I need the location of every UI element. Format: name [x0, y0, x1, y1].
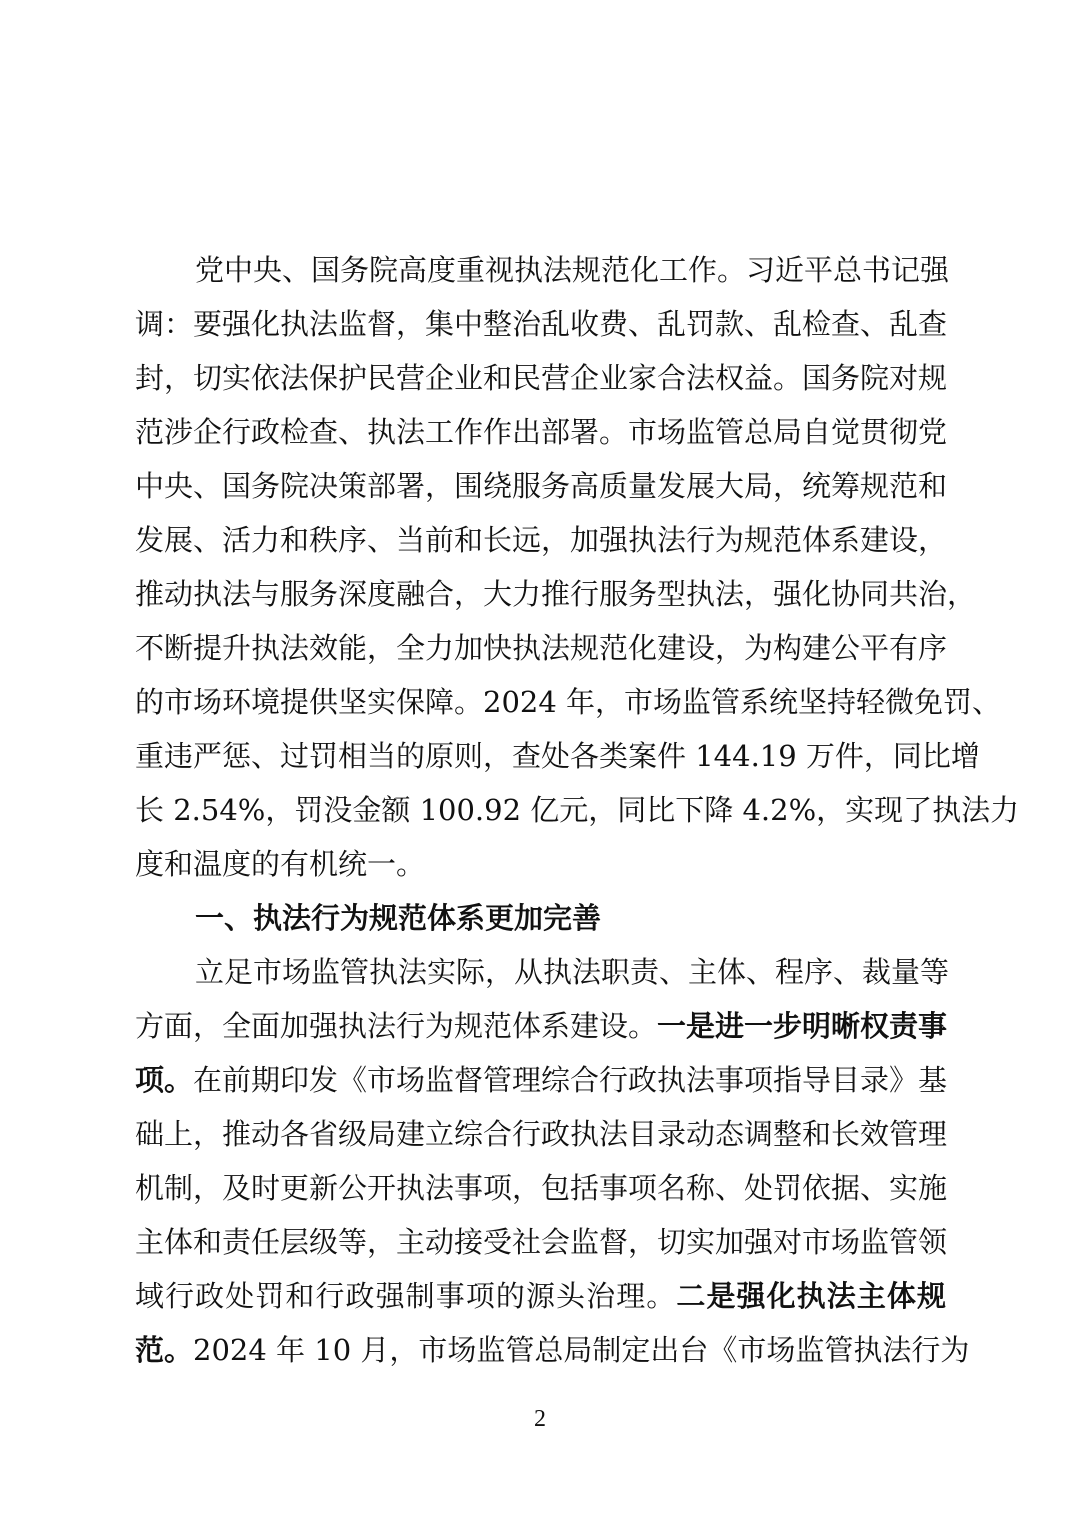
text-line [135, 297, 946, 351]
text-run: 2024 年 10 月，市场监管总局制定出台《市场监管执法行为 [193, 1333, 970, 1367]
text-run: 主体和责任层级等，主动接受社会监督，切实加强对市场监管领 [135, 1225, 948, 1259]
text-run: 础上，推动各省级局建立综合行政执法目录动态调整和长效管理 [135, 1117, 948, 1151]
bold-lead-text: 项。 [135, 1063, 194, 1097]
text-line [135, 729, 980, 783]
text-run: 发展、活力和秩序、当前和长远，加强执法行为规范体系建设， [135, 523, 948, 557]
text-run: 度和温度的有机统一。 [135, 847, 426, 881]
text-run: 立足市场监管执法实际，从执法职责、主体、程序、裁量等 [195, 955, 950, 989]
text-run: 范涉企行政检查、执法工作作出部署。市场监管总局自觉贯彻党 [135, 415, 948, 449]
section-heading [135, 891, 946, 945]
bold-lead-text: 范。 [135, 1333, 194, 1367]
text-run: 党中央、国务院高度重视执法规范化工作。习近平总书记强 [195, 253, 950, 287]
text-line [135, 405, 946, 459]
text-run: 调：要强化执法监督，集中整治乱收费、乱罚款、乱检查、乱查 [135, 307, 948, 341]
text-run: 机制，及时更新公开执法事项，包括事项名称、处罚依据、实施 [135, 1171, 948, 1205]
bold-lead-text: 一是进一步明晰权责事 [657, 1009, 948, 1043]
text-run: 长 2.54%，罚没金额 100.92 亿元，同比下降 4.2%，实现了执法力 [135, 793, 1020, 827]
text-line [135, 1215, 946, 1269]
document-body [135, 243, 1020, 1377]
text-line [135, 783, 1020, 837]
text-line [135, 243, 950, 297]
text-run: 方面，全面加强执法行为规范体系建设。 [135, 1009, 658, 1043]
text-run: 重违严惩、过罚相当的原则，查处各类案件 144.19 万件，同比增 [135, 739, 980, 773]
text-line [135, 459, 946, 513]
text-line [135, 675, 1002, 729]
bold-lead-text: 二是强化执法主体规 [676, 1279, 946, 1313]
text-run: 中央、国务院决策部署，围绕服务高质量发展大局，统筹规范和 [135, 469, 948, 503]
text-line [135, 1269, 946, 1323]
text-run: 一、执法行为规范体系更加完善 [195, 901, 602, 935]
text-line [135, 1161, 946, 1215]
text-line [135, 567, 977, 621]
text-line [135, 837, 946, 891]
paragraph [135, 243, 1020, 891]
text-line [135, 351, 946, 405]
text-line [135, 999, 946, 1053]
text-run: 封，切实依法保护民营企业和民营企业家合法权益。国务院对规 [135, 361, 948, 395]
text-line [135, 945, 950, 999]
text-run: 的市场环境提供坚实保障。2024 年，市场监管系统坚持轻微免罚、 [135, 685, 1002, 719]
text-line [135, 1323, 970, 1377]
text-run: 域行政处罚和行政强制事项的源头治理。 [135, 1279, 677, 1313]
text-run: 不断提升执法效能，全力加快执法规范化建设，为构建公平有序 [135, 631, 948, 665]
text-line [135, 513, 946, 567]
text-line [135, 1107, 946, 1161]
text-run: 推动执法与服务深度融合，大力推行服务型执法，强化协同共治， [135, 577, 977, 611]
paragraph [135, 945, 970, 1377]
text-line [135, 891, 946, 945]
text-line [135, 1053, 946, 1107]
page-number: 2 [534, 1406, 546, 1432]
text-run: 在前期印发《市场监督管理综合行政执法事项指导目录》基 [193, 1063, 948, 1097]
text-line [135, 621, 946, 675]
